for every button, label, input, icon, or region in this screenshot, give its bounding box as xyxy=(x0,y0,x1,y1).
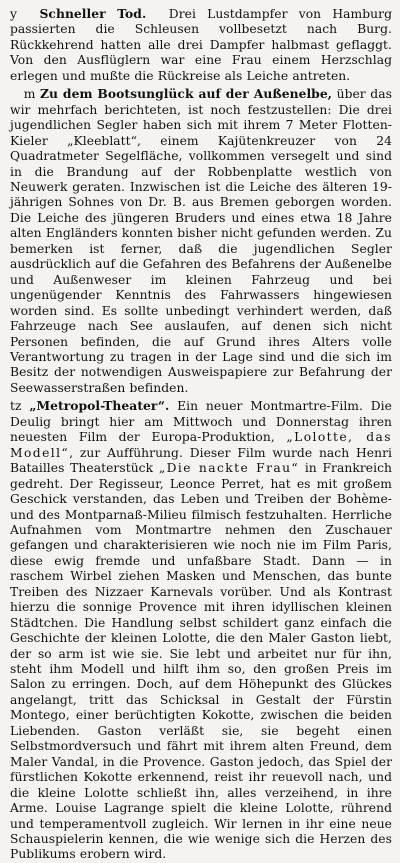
article-metropol-theater xyxy=(10,398,392,863)
article-headline: Zu dem Bootsunglück auf der Außenelbe, xyxy=(39,86,333,102)
article-body-part: , zur Aufführung. Dieser Film wurde nach Henri Batailles Theaterstück xyxy=(10,445,392,476)
article-headline: „Metropol-Theater“. xyxy=(29,398,170,414)
article-body: über das wir mehrfach berichteten, ist noch festzustellen: Die drei jugendlichen Segler haben sich mit ihrem 7 Meter Flotten-Kieler „Kleeblatt“, einem Kajütenkreuzer von 24 Quadratmeter Segelfläche, vollkommen versegelt und sind in die Brandung auf der Robbenplatte westlich von Neuwerk geraten. Inzwischen ist die Leiche des älteren 19-jährigen Sohnes von Dr. B. aus Bremen geborgen worden. Die Leiche des jüngeren Bruders und eines etwa 18 Jahre alten Engländers konnten bisher nicht gefunden werden. Zu bemerken ist ferner, daß die jugendlichen Segler ausdrücklich auf die Gefahren des Befahrens der Außenelbe und Außenweser im kleinen Fahrzeug und bei ungenügender Kenntnis des Fahrwassers hingewiesen worden sind. Es sollte unbedingt verhindert werden, daß Fahrzeuge nach See auslaufen, auf denen sich nicht Personen befinden, die auf Grund ihres Alters volle Verantwortung zu tragen in der Lage sind und die sich im Besitz der notwendigen Ausweispapiere zur Befahrung der Seewasserstraßen befinden. xyxy=(10,87,392,395)
article-kicker: y xyxy=(10,7,17,21)
article-headline: Schneller Tod. xyxy=(39,6,147,21)
play-title: „Die nackte Frau“ xyxy=(158,461,300,476)
article-kicker: tz xyxy=(10,399,22,414)
article-body-part: Ein neuer Montmartre-Film. Die Deulig bringt hier am Mittwoch und Donnerstag ihren neuesten Film der Europa-Produktion, xyxy=(10,399,392,445)
article-paragraph xyxy=(10,6,392,84)
article-paragraph xyxy=(10,398,392,863)
article-paragraph xyxy=(10,86,392,396)
film-title: „Lolotte, das Modell“ xyxy=(10,430,392,460)
article-kicker: m xyxy=(23,87,36,102)
article-schneller-tod xyxy=(10,6,392,84)
article-bootsunglueck xyxy=(10,86,392,396)
article-body-part: in Frankreich gedreht. Der Regisseur, Leonce Perret, hat es mit großem Geschick verstanden, das Leben und Treiben der Bohème- und des Montparnaß-Milieu filmisch festzuhalten. Herrliche Aufnahmen vom Montmartre nehmen den Zuschauer gefangen und charakterisieren wie noch nie im Film Paris, diese ewig fremde und unfaßbare Stadt. Dann — in raschem Wirbel ziehen Masken und Menschen, das bunte Treiben des Nizzaer Karnevals vorüber. Und als Kontrast hierzu die sonnige Provence mit ihren idyllischen kleinen Städtchen. Die Handlung selbst schildert ganz einfach die Geschichte der kleinen Lolotte, die den Maler Gaston liebt, der so arm ist wie sie. Sie lebt und arbeitet nur für ihn, steht ihm Modell und hilft ihm so, den großen Preis im Salon zu erringen. Doch, auf dem Höhepunkt des Glückes angelangt, tritt das Schicksal in Gestalt der Fürstin Montego, einer berüchtigten Kokotte, zwischen die beiden Liebenden. Gaston verläßt sie, sie begeht einen Selbstmordversuch und fährt mit ihrem alten Freund, dem Maler Vandal, in die Provence. Gaston jedoch, das Spiel der fürstlichen Kokotte erkennend, reist ihr reuevoll nach, und die kleine Lolotte schließt ihn, alles verzeihend, in ihre Arme. Louise Lagrange spielt die kleine Lolotte, rührend und temperamentvoll zugleich. Wir lernen in ihr eine neue Schauspielerin kennen, die wie wenige sich die Herzen des Publikums erobern wird. xyxy=(10,461,392,862)
article-body: Drei Lustdampfer von Hamburg passierten die Schleusen vollbesetzt nach Burg. Rückkehrend hatten alle drei Dampfer halbmast geflaggt. Von den Ausflüglern war eine Frau einem Herzschlag erlegen und mußte die Rückreise als Leiche antreten. xyxy=(10,7,392,83)
